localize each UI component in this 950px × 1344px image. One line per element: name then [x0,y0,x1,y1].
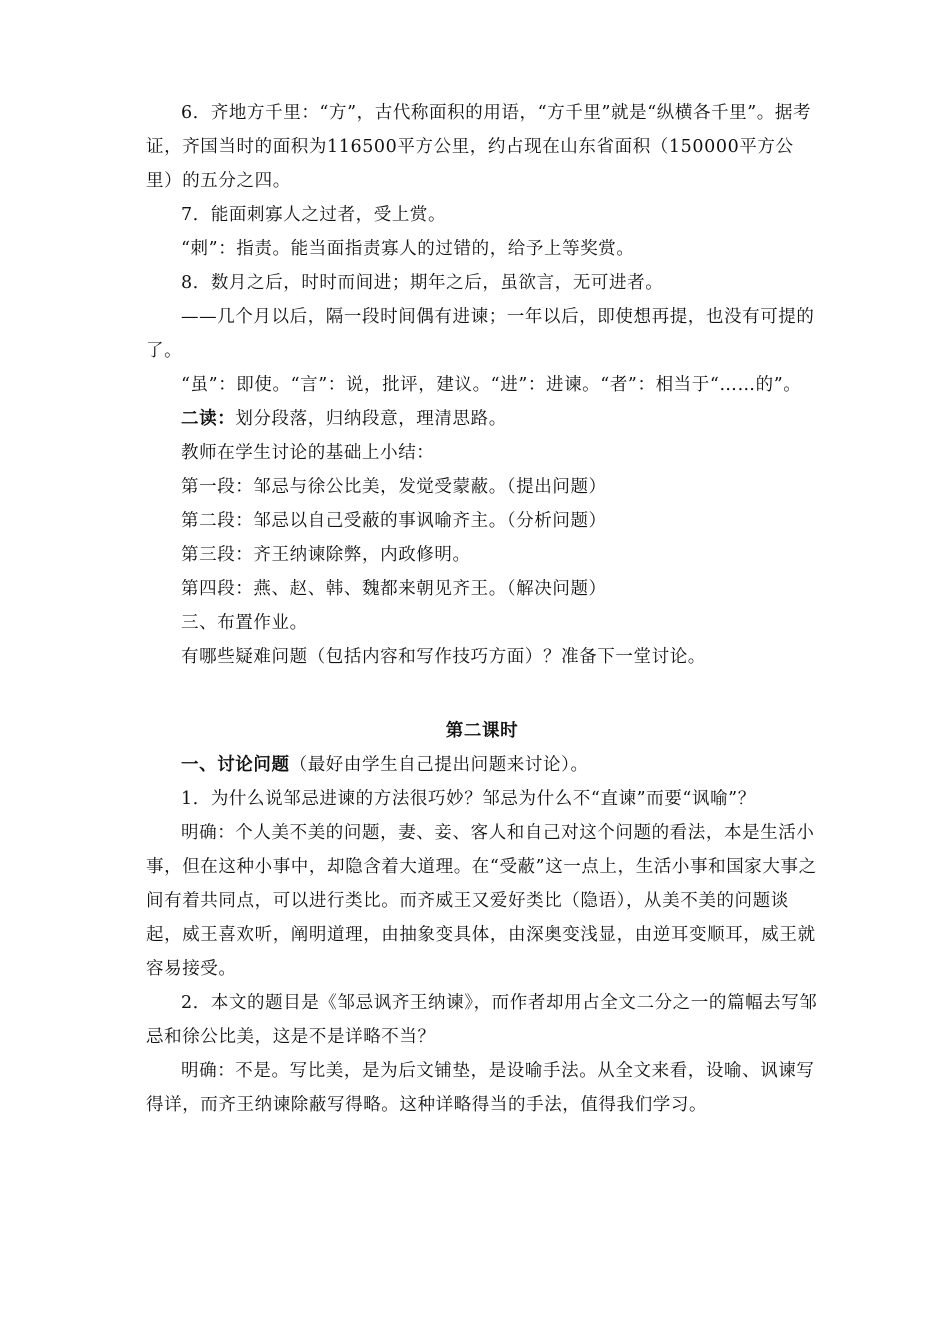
discussion-heading [146,748,818,782]
section-1: 第一段：邹忌与徐公比美，发觉受蒙蔽。（提出问题） [181,477,607,497]
question-2: 2．本文的题目是《邹忌讽齐王纳谏》，而作者却用占全文二分之一的篇幅去写邹忌和徐公比美，这是不是详略不当？ [146,993,818,1047]
homework-text: 有哪些疑难问题（包括内容和写作技巧方面）？准备下一堂讨论。 [181,647,706,667]
note-8-explanation: “虽”：即使。“言”：说，批评，建议。“进”：进谏。“者”：相当于“……的”。 [181,375,802,395]
second-reading [146,402,818,436]
note-8: 8．数月之后，时时而间进；期年之后，虽欲言，无可进者。 [181,273,664,293]
note-6: 6．齐地方千里：“方”，古代称面积的用语，“方千里”就是“纵横各千里”。据考证，齐国当时的面积为116500平方公里，约占现在山东省面积（150000平方公里）的五分之四。 [146,103,812,191]
section-3: 第三段：齐王纳谏除弊，内政修明。 [181,545,471,565]
second-reading-label: 二读： [181,409,236,429]
section-title: 第二课时 [445,721,519,741]
note-7-explanation: “刺”：指责。能当面指责寡人的过错的，给予上等奖赏。 [181,239,635,259]
answer-2: 明确：不是。写比美，是为后文铺垫，是设喻手法。从全文来看，设喻、讽谏写得详，而齐王纳谏除蔽写得略。这种详略得当的手法，值得我们学习。 [146,1061,815,1115]
note-8-translation: ——几个月以后，隔一段时间偶有进谏；一年以后，即使想再提，也没有可提的了。 [146,307,815,361]
answer-1: 明确：个人美不美的问题，妻、妾、客人和自己对这个问题的看法，本是生活小事，但在这种小事中，却隐含着大道理。在“受蔽”这一点上，生活小事和国家大事之间有着共同点，可以进行类比。而齐威王又爱好类比（隐语），从美不美的问题谈起，威王喜欢听，阐明道理，由抽象变具体，由深奥变浅显，由逆耳变顺耳，威王就容易接受。 [146,823,817,979]
note-7: 7．能面刺寡人之过者，受上赏。 [181,205,447,225]
second-reading-text: 划分段落，归纳段意，理清思路。 [235,409,507,429]
question-1: 1．为什么说邹忌进谏的方法很巧妙？邹忌为什么不“直谏”而要“讽喻”？ [181,789,756,809]
discussion-label: 一、讨论问题 [181,755,290,775]
homework-heading: 三、布置作业。 [181,613,308,633]
teacher-summary: 教师在学生讨论的基础上小结： [181,443,435,463]
spacer [146,674,818,714]
section-4: 第四段：燕、赵、韩、魏都来朝见齐王。（解决问题） [181,579,607,599]
discussion-note: （最好由学生自己提出问题来讨论）。 [289,755,589,775]
section-2: 第二段：邹忌以自己受蔽的事讽喻齐主。（分析问题） [181,511,607,531]
